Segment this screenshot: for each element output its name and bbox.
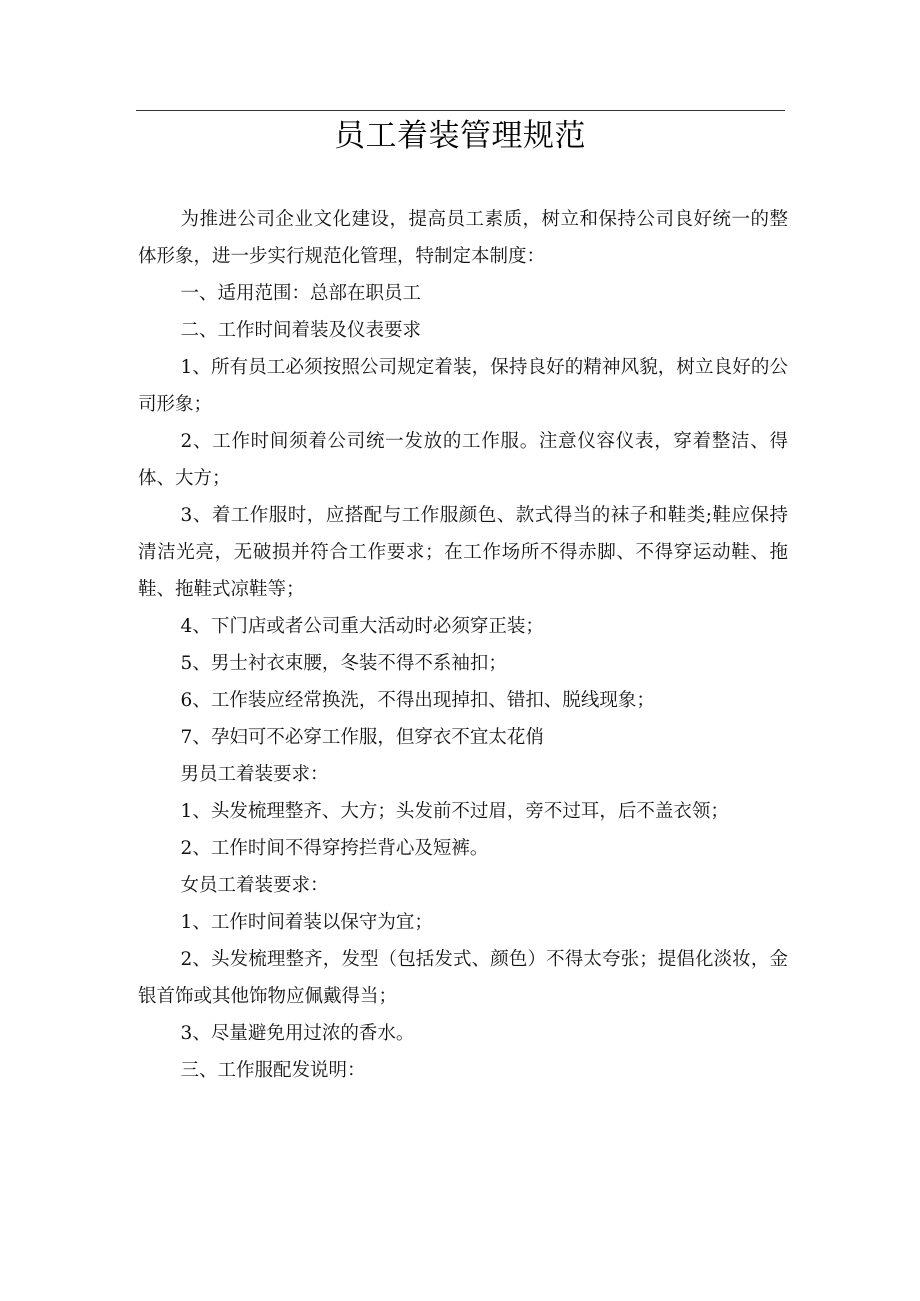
paragraph-item: 2、头发梳理整齐，发型（包括发式、颜色）不得太夸张；提倡化淡妆，金银首饰或其他饰物应佩戴得当； <box>138 949 788 1007</box>
paragraph-item: 2、工作时间不得穿挎拦背心及短裤。 <box>180 838 489 859</box>
paragraph-item: 6、工作装应经常换洗，不得出现掉扣、错扣、脱线现象； <box>180 690 655 711</box>
section-heading-uniform: 三、工作服配发说明： <box>180 1060 366 1081</box>
paragraph-item: 3、尽量避免用过浓的香水。 <box>180 1023 415 1044</box>
subheading-male: 男员工着装要求： <box>180 764 329 785</box>
document-title: 员工着装管理规范 <box>334 118 586 154</box>
paragraph-item: 5、男士衬衣束腰，冬装不得不系袖扣； <box>180 653 507 674</box>
header-rule <box>136 110 785 111</box>
paragraph-scope: 一、适用范围：总部在职员工 <box>180 283 422 304</box>
section-heading-attire: 二、工作时间着装及仪表要求 <box>180 320 422 341</box>
paragraph-item: 1、工作时间着装以保守为宜； <box>180 912 433 933</box>
paragraph-item: 2、工作时间须着公司统一发放的工作服。注意仪容仪表，穿着整洁、得体、大方； <box>138 431 788 489</box>
paragraph-item: 4、下门店或者公司重大活动时必须穿正装； <box>180 616 544 637</box>
paragraph-item: 1、头发梳理整齐、大方；头发前不过眉，旁不过耳，后不盖衣领； <box>180 801 729 822</box>
paragraph-intro: 为推进公司企业文化建设，提高员工素质，树立和保持公司良好统一的整体形象，进一步实行规范化管理，特制定本制度： <box>138 209 788 267</box>
paragraph-item: 3、着工作服时，应搭配与工作服颜色、款式得当的袜子和鞋类;鞋应保持清洁光亮，无破损并符合工作要求；在工作场所不得赤脚、不得穿运动鞋、拖鞋、拖鞋式凉鞋等； <box>138 505 788 600</box>
paragraph-item: 7、孕妇可不必穿工作服，但穿衣不宜太花俏 <box>180 727 544 748</box>
paragraph-item: 1、所有员工必须按照公司规定着装，保持良好的精神风貌，树立良好的公司形象； <box>138 357 788 415</box>
subheading-female: 女员工着装要求： <box>180 875 329 896</box>
document-body <box>138 201 788 1089</box>
